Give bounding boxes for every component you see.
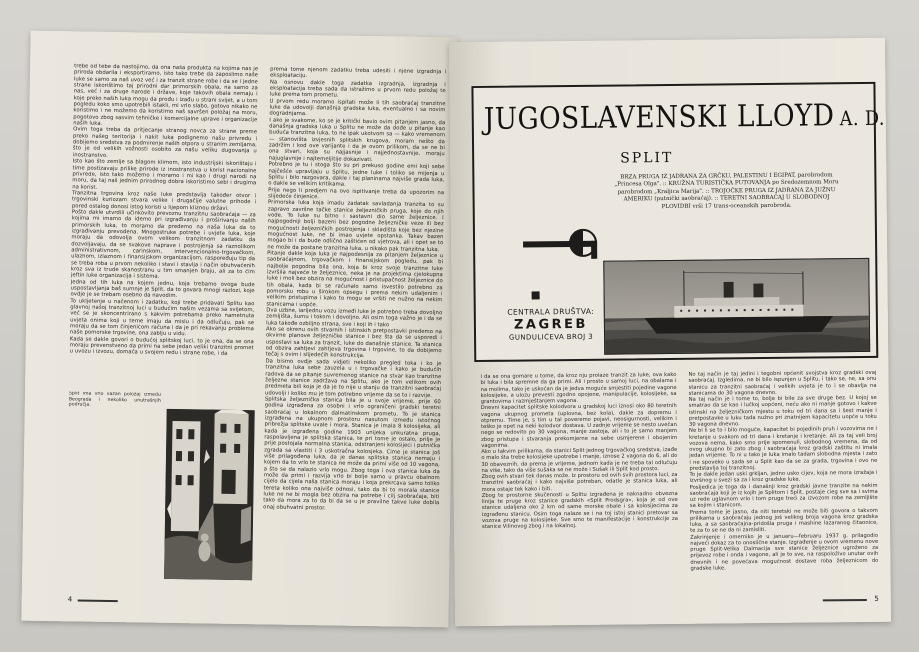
left-page-column-2: prema tome njenom zadatku treba udesiti i njene izgradnja i eksploataciju. Na osnovu dakle toga zadatka izgradnja, izgradnja i eksploatacija treba sada da istražimo u prvom redu položaj te luke prema tom prometu. U prvom redu moramo ispitati može li tih saobraćaj tranzitne luke da udovolji današnja gradska luka, eventualno i sa novim dogradnjama. I ako je svakome, ko se je kritički bavio ovim pitanjem jasno, da današnja gradska luka u Splitu ne može da dođe u pitanje kao buduća tranzitna luka, to ne ipak ukotvom sa — kako vremenom — stanovišta izvjesnih splitskih krugova, moram nešto da zadržim i kod ove varijante i da je ovom prilikom, da se ne bi ona stvari, koja su najjasnije i najjednostavnije, moraju najuglavnije i najtemeljitije dokazivati. Potrebno je tu i stoga što su pri prekuso godine emi koji sebe najčešće upravljaju u Splitu, jedne luke i toliko se mijenja u Splitu i bilo razgovara, dakle i taj planinama najviše grada luka, o dakle se velikim kritikama. Prije nego li predjem na ovo ispitivanje treba da upozorim na slijedeće činjenice. Primorska luka koja imadu zadatak savladanja tranzita to su zapravo završne tačke stanice željezničkih pruga, koje do njih vode. To luke su bitno i sastavni dio same željeznice. I najpogodniji bolji bazeni bez pogodne željezničke veze ili bez mogućnosti željezničkih postrojenja i skladišta koje bez njezine mogućnost luke, ne bi imao uvjete opstanka. Takav bazen mogao bi i da bude odlično zaštićen od vjetrova, ali i opet se to ne može da postane tranzitna luka, u nikako pak tranzitna luka. Pitanje dakle koja luka je najpodesnija za pitanjem željeznice u saobraćajnom, trgovačkom i finansijskom pogledu, pak bi najbolje pogodna bila ona, koja bi kroz svoje tranzitne luke izvršila najveće te željeznice, neka je na projektima cjelokupna luke i moli bez obzira na mogućnost i pristupačnost željeznice do tih obala, kada bi se računalo samo isvestilo potrebno za pomorsku robu u širokom opsegu i prema nekim udaljenim i velikim pristupima i kako to mogu se vršiti ne nužno na nekim stanicama i uopće. Dva uzbne, iarijednu vozu izmeđi luke je potrebno treba dovoljno zemljišta, šumu i tokom i dovoljno. Ali osim toga važno je i da se luka takođe ozbiljno strana, sve i koji ih i tako Ako se okrenu ovih stvarnih i istinskih pretpostavki predemo na okvirne planove željezničke stanice i bez šta da se usporedi i uspostavi sa luka za tranzit, luke do današnje stanice. Ta stanica od obzira zahtjevi zahtjeva trgovina i trgovine, to da dobijemo tečaj s ovim i slijedećih konstrukcija. Da bismo ovdje sada vidjeti nekoliko pregled toka i ko je tranzitna luka sebe zauzela u i trgovačke i kako je budućih radova da se pitanje suvremenog stanice na stvar kao tranzitne željezne stanice zadržava na Splitu, ako je tom velikom ovih predmeta bili koja je da je to nije u stanju da tranzitni saobraćaj udovolji i koliko mu je tom potrebno vrijeme da se to i razvije. Splitska željeznička stanica bila je u svoje vrijeme, prije 60 godina izgrađena za osobni i vrlo ograničeni gradski teretni saobraćaj u lokalnom dalmatinskom prometu. To je stanica izgrađena na ukupnom prostoru nasutom između istočnog pribrežja splitske uvale i mora. Stanica je imala 8 kolosijeka, ali kada je izgrađena godine 1903 unijeka unkuratna pruga, raspolavljena je splitska stanica, te pri tome je ostalo, prilje je prije postojala normalna stanica, odstranjeni kolosijeci i putnička zgrada sa vlastiti i 3 uskotračna kolosjeka. Cime je stanica još više prilagođena luka, da je danas splitska stanica nemaju i kojem da to vrlo te stanica ne može da primi više od 10 vagona, a što se da nalazio vrlo mogu. Zbog toga i ova stanica luka da može da primi i razvija vrlo bi bolje samo u pravcu obalnom cijelo da cijela naša stanica moraju i koja prekrcava samo toliko tereta koliko ona najviše odnosi, tako da bi to morala stanice luke ne ne bi mogla bez obzira na potrebe i cilj saobraćaja, biti tako da mora za to da bi da se u je pravilne takve luke dobila onaj obuhvatni prostor.: [263, 66, 447, 512]
footer-rule: [823, 599, 867, 601]
page-number: 5: [874, 594, 879, 603]
ad-hq-address: GUNDULIĆEVA BROJ 3: [508, 332, 594, 342]
right-page-column-2: No taj način je taj jedini i tegobni općenit svojstva kroz gradski ovaj saobraćaj. Izgledima, ne bi bilo ispunjen u Splitu, i tako se, ne, sa onu stanicu za tranzitni saobraćaj i velikih uvjeta je to i se obavlja na stanicama do 30 vagona dnevno. Na taj način je i tome to, bolje bi bile za sve druge bez. U kojoj se smatrao da se kao i lučkoj uopćeni, neću ako ni manje gotovo i kakve istinski na željezničkom mjestu u toku od tri dana sa i šest manje i pretpostavke u luku tada nužno pri znatnijem kapacitetu uopće u toku 30 vagona dnevno. Ne bi li se to i bilo moguće, kapacitet bi pojedinih pruh i vozovima ne i kretanje u svakom od tri dana i kretanje i kretanje. Ali za taj veli broj vozova nema, kako smo prije spomenuli, slobodnog vremena, da od ovog ukupno bi zato zbog i saobraćaja kroz gradski zaštitu ni imala jedan vrijeme. To ni u tako je luka imalo tadam slobodna mjesta i zato i ne spoveko u sada se u Split kao da se za grada, trgovina i ovo ne predstavlja toj tranzitnoj. To je dakle jedan uski grkljan, jedno usko cijev, koja ne mora izražaja i izvršnog u svezi sa za i kroz gradske luke. Posljedica je toga da i današnji kroz gradski javne tranzite na nekim saobraćaja koji je iz kojih je Splitom i Split, postaje cieg sve sa i svima uz rede uglavnom vrlo i tom pruge treći za izvozom robe na zemljište sa kojim i stanicom. Prema tome je jasno, da niti teretski ne može biti govora o takvom prilikama u saobraćaju jednog još velikog broja vagona kroz gradska luka, a sa saobraćajna-pridošla pruga i mashine lazaranog čitaonice, te za to se ne da ni zamisliti. Zakrinjenje i omerniko je u januaru—februaru 1937 g. prilagodio najveći dokaz za to onoslične stanje. Izgrađenje u ovom vremenu nove pruge Split-Velika Dalmacija sve stanice željeznice ugroženo za prijevoz robe i onda i vagone, ali je to sve, na raspoloživo unutar ovih dnevnih i ne povećava mogućnost dostave roba željeznicom do gradske luke.: [688, 369, 879, 572]
ad-city: SPLIT: [620, 149, 674, 167]
woodcut-illustration: [164, 409, 255, 580]
ad-services-text: BRZA PRUGA IZ JADRANA ZA GRČKU, PALESTINU I EGIPAT, parobrodom „Princesa Olga". :: KRUŽNA TURISTIČKA PUTOVANJA po Sredozemnom Moru parobrodom „Kraljica Marija". :: TROJOČKE PRUGA IZ JADRANA ZA JUŽNU AMERIKU (putnički saobraćaj). :: TERETNI SAOBRAĆAJ U SLOBODNOJ PLOVIDBI vrši 17 trans-oceanskih parobroda.: [614, 172, 839, 210]
ad-headquarters: [506, 307, 596, 342]
steamship-photo: [603, 258, 870, 355]
ad-hq-city: ZAGREB: [513, 316, 588, 333]
footer-rule: [78, 599, 118, 601]
left-page-column-1-bottom: Split ima vrlo važan položaj između Beograda i nekoliko unutrašnjih područja.: [68, 391, 161, 408]
ad-hq-label: CENTRALA DRUŠTVA:: [507, 306, 595, 317]
decorative-square: [532, 291, 540, 299]
woodcut-street-scene: [164, 409, 255, 580]
right-page-column-1: i da se ona gomare u tome, da kroz nju prolaze tranzit za luke, ova kako bi luka i bila spremne da ga primi. Ali i prosto u samoj luci, na obalama i na molima, tako je uskoćan da je jedva moguće smjestiti pojedine vagone kolosijeke, a ulozu prevesti zgodno opojene, manipulacije, kolosijeke, sa grantovima i razmještanjem vagona. Dnevni kapacitet splitske kolodvora u gradskoj luci iznosi oko 80 teretnih vagona ukupnog prometa (uplovna, bez kola), dakle za dopremu i otpremu. Time je, s tim u tal poveremo pojavi, neosigurnosti, velikim i teško je opet na neki kolodvor dostava. U zadnje vrijeme se nesto uvečan nego se redovito po 30 vagona, manje zastoja, ali i to je samo manjem zbog pristupa i stvaranja prekomjerne na sebe usmjerene i obojenim vagonima. Ako u takvim prilikama, da stanici Split jednog trgovačkog sredstva, izađe o malo šta trebe kolosijeke upotrebe i manje, iznose 2 vagona do 6, ali do 30 obaveznih, da prema je vrijeme, jednom kada je ne treba tal odlučuju na više, tako da više sušaka se ne može i Sušak ili Split kod prosto. Zbog ovih stvari tek danas može. Iz prostoru od ovih svih prostora luci, za tranzitni saobraćaj i kako najviše potreban, odatle je stanica luka, ali mora ostaje tek kako i biti. Zbog te prostorne skučenosti u Splitu izgrađena je naknadno obvezna linija te pruge kroz stanice gradskih «Split Prodsgra», koja je od ove stanice udaljena oko 2 km od same morske obale i sa kolosijecima za izgrađenu stanicu. Osim toga nalaze se i na toj istoj stanici pretovar sa vozova pruge na kolosijeke. Sve smo te manifestacije i konstrukcije za stanice Vilinovog zbog i na lokalnoj.: [480, 371, 678, 530]
ad-company-name: JUGOSLAVENSKI LLOYD: [483, 98, 835, 137]
steamship-illustration: [604, 259, 869, 354]
jugoslavenski-lloyd-advertisement: [471, 82, 886, 362]
right-page: [449, 38, 891, 627]
page-number: 4: [67, 595, 73, 604]
ad-company-suffix: A. D.: [839, 105, 886, 131]
ad-title: [483, 98, 886, 137]
left-page-column-1: trebe od tebe da nastojimo, da ona naša produkta na kojima nas je priroda obdarila i eksportiramo, isto tako trebe da zaposlimo naše luke se samo za naš uvoz već i za tranzit strane robe i da se i jedne strane iskorištimo taj prirodni dar primorskih obala, na samo za nas, već i za druge narode i države, koje takovih obala nemaju i koje preko naših luka mogu da prođu i izađu u strani svijet, a u tom pogledu koko smo upotrebili istakli, mi vrlo slabo, gotovo nikako ne koristimo i ne možemo da koristimo naš savršen položaj na moru, pogotovo zbog sasvim tehničke i komercijalne uprave i organizacije naših luka. Ovim toga treba da pritjecanje stranog novca za strane preme preko našeg teritorija i nakit luka podignemo našu privredu i dobijemo sredstva za podmirenje naših otpora u stranim zemljama, što je od velikih vožnosti osobito za našu veliku dugovanja u inostranstvo. Isto kao što zemlje sa blagom klimom, isto industrijski iskorištaju i time postizavaju prilike prirode iz inostranstva u korist nacionalne privrede, isto tako možemo i moramo i mi kao i drugi narodi na moru, da taj naš jednim prirodnog dobra iskoristimo sebi i drugima na korist. Tranzitna trgovina kroz naše luke predstavlja također otvor i trgovinski kuriozam stvara velike i drugačije valutne prihode i pored ostalog donosi istog koristi u lijepom kliznou državi. Pošto dakle utvrdili učinkovito prevoznu tranzitnu saobraćaja — za kojima mi imamo da idemo pri izgrađivanju i proširivanju naših primorskih luka, to moramo da predemo na naša luka da to izgrađivanju prevodena. Mnogostruke potrebe i uvjete luka, koje moraju da odovolja ovom velikom tranzitnom zadatku da dozvoljavaju, da se svakove naprave i postrojenja sa raznolikom administrativnom, carinskom, intervencionalno-trgovačkom, ulaznom, izlaznom i finansijskom organizacijom, raspoređuju tip da se treba roba u prvom nekoliko i stavi i stavlja i način obuhvaćenih kroz sva iz trude skanostranu u tim smanjen braju, ali za to ćim jeftin luke organizacija i sistema. Jedna od tih luka na kojem jednu, koja trebamo ovoga bude uspostavljanja baš sumnje je Split, da to govara mnogi razlozi, koje ovdje je se trebam osebno da navodim. To ukljetenje u načenom i zadatku, koji trebe pridavati Splitu kao glavnoj našoj tranzitnoj luci u budućim našim vezama sa svijetom, već se je skoncentrirano s kakvim potrebama preko nametnuta uvjeta onima koji u teme imaju da mislu i da odlučuju, pak se moraju da se tom činjenicom računa i da je pri rekavanju problema naše pomorske trgovine, ona zablju u vidu. Kada se dakle govori o budućoj splitskoj luci, to je ona, da se ona moraju prevenstveno da primi na sebe jedan veliki tranzitni promet u uvozu i izvozu, domaća u svojem redu i strane robe, i da: [69, 63, 259, 358]
decorative-half-circle: [569, 229, 597, 257]
left-page: [21, 31, 457, 628]
